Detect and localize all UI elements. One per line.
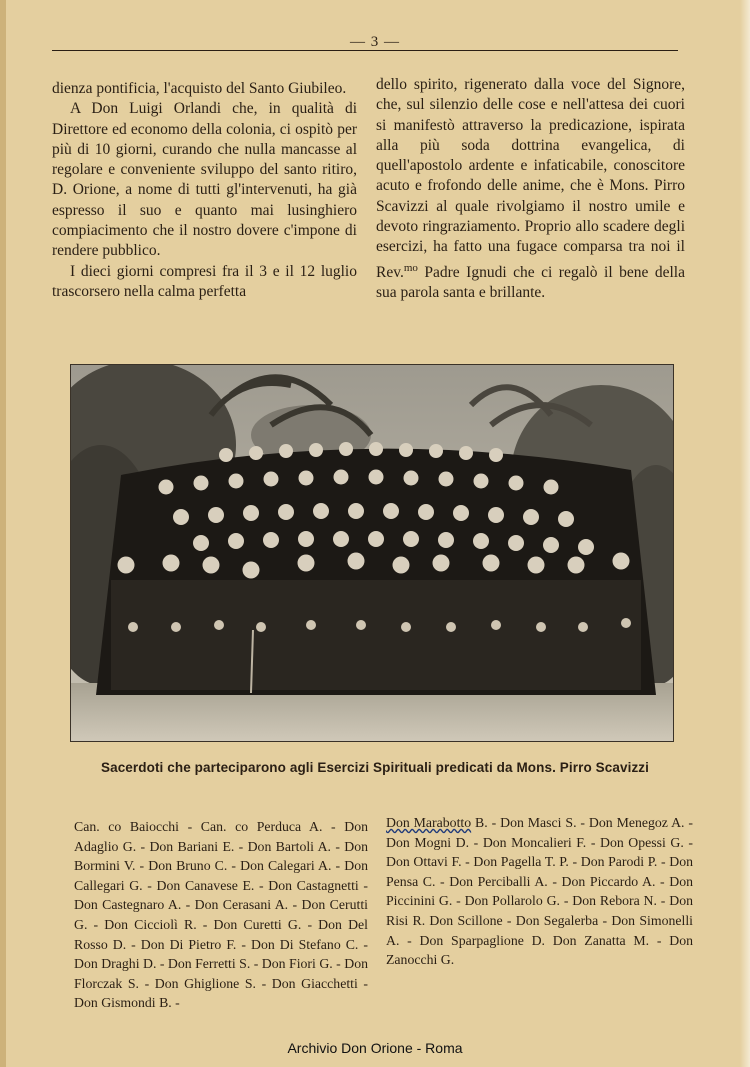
page-right-edge: [740, 0, 750, 1067]
handwritten-underlined-name: Don Marabotto: [386, 815, 472, 830]
archive-footer: Archivio Don Orione - Roma: [287, 1040, 463, 1056]
page-left-edge: [0, 0, 6, 1067]
paragraph-1: dienza pontificia, l'acquisto del Santo Giubileo.: [52, 80, 347, 97]
group-photo: [70, 364, 674, 742]
photo-caption: Sacerdoti che parteciparono agli Esercizi Spirituali predicati da Mons. Pirro Scavizzi: [100, 760, 649, 775]
paragraph-2: A Don Luigi Orlandi che, in qualità di Direttore ed economo della colonia, ci ospitò per più di 10 giorni, curando che nulla mancasse al regolare e conveniente sviluppo del santo ritiro, D. Orione, a nome di tutti gl'intervenuti, ha già espresso il suo e quanto mai lusinghiero compiacimento che il nostro dovere c'impone di rendere pubblico.: [52, 100, 357, 260]
header-rule: [52, 50, 678, 51]
page-number: — 3 —: [350, 34, 400, 50]
participants-left-column: Can. co Baiocchi - Can. co Perduca A. - Don Adaglio G. - Don Bariani E. - Don Bartoli A. - Don Bormini V. - Don Bruno C. - Don Calegari A. - Don Callegari G. - Don Canavese E. - Don Castagnetti - Don Castegnaro A. - Don Cerasani A. - Don Cerutti G. - Don Cicciolì R. - Don Curetti G. - Don Del Rosso D. - Don Di Pietro F. - Don Di Stefano C. - Don Draghi D. - Don Ferretti S. - Don Fiori G. - Don Florczak S. - Don Ghiglione S. - Don Giacchetti - Don Gismondi B. -: [74, 819, 368, 1011]
participants-right-column: [386, 813, 693, 970]
paragraph-4-text: dello spirito, rigenerato dalla voce del Signore, che, sul silenzio delle cose e nell'attesa dei cuori si manifestò attraverso la predicazione, ispirata alla più soda dottrina evangelica, di quell'apostolo ardente e infaticabile, conoscitore acuto e frofondo delle anime, che è Mons. Pirro Scavizzi al quale rivolgiamo il nostro umile e devoto ringraziamento. Proprio allo scadere degli esercizi, ha fatto una fugace comparsa tra noi il Rev.: [376, 76, 685, 281]
reverend-superscript: mo: [403, 261, 418, 274]
left-text-column: [52, 79, 357, 302]
paragraph-3: I dieci giorni compresi fra il 3 e il 12 luglio trascorsero nella calma perfetta: [52, 262, 357, 300]
participants-right-text: B. - Don Masci S. - Don Menegoz A. - Don Mogni D. - Don Moncalieri F. - Don Opessi G. - Don Ottavi F. - Don Pagella T. P. - Don Parodi P. - Don Pensa C. - Don Perciballi A. - Don Piccardo A. - Don Piccinini G. - Don Pollarolo G. - Don Rebora N. - Don Risi R. Don Scillone - Don Segalerba - Don Simonelli A. - Don Sparpaglione D. Don Zanatta M. - Don Zanocchi G.: [386, 815, 693, 968]
paragraph-4: [376, 75, 685, 303]
right-text-column: [376, 75, 685, 303]
group-photo-image: [71, 365, 673, 741]
paragraph-4-tail: Padre Ignudi che ci regalò il bene della sua parola santa e brillante.: [376, 263, 685, 302]
